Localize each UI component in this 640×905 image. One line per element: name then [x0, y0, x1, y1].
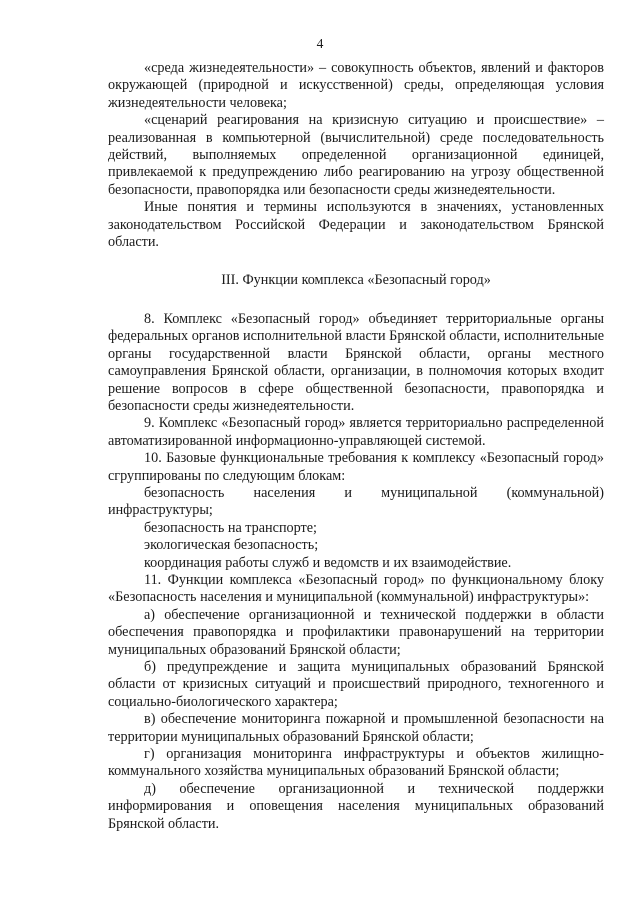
body-paragraph: 8. Комплекс «Безопасный город» объединяет территориальные органы федеральных органов исполнительной власти Брянской области, исполнительные органы государственной власти Брянской области, органы местного самоуправления Брянской области, организации, в полномочия которых входит решение вопросов в сфере общественной безопасности, правопорядка и безопасности среды жизнедеятельности. — [108, 310, 604, 414]
document-body — [108, 60, 604, 833]
page-number: 4 — [316, 36, 324, 51]
section-title: III. Функции комплекса «Безопасный город» — [221, 272, 491, 289]
list-item: д) обеспечение организационной и технической поддержки информирования и оповещения населения муниципальных образований Брянской области. — [108, 780, 604, 832]
definition-paragraph: «сценарий реагирования на кризисную ситуацию и происшествие» – реализованная в компьютерной (вычислительной) среде последовательность действий, выполняемых определенной организационной единицей, привлекаемой к предупреждению либо реагированию на угрозу общественной безопасности, правопорядка или безопасности среды жизнедеятельности. — [108, 112, 604, 198]
list-item: г) организация мониторинга инфраструктуры и объектов жилищно-коммунального хозяйства муниципальных образований Брянской области; — [108, 746, 604, 780]
list-item: экологическая безопасность; — [144, 537, 319, 554]
list-item: безопасность на транспорте; — [144, 519, 317, 536]
definition-paragraph: «среда жизнедеятельности» – совокупность объектов, явлений и факторов окружающей (природной и искусственной) среды, определяющая условия жизнедеятельности человека; — [108, 60, 604, 111]
list-item: в) обеспечение мониторинга пожарной и промышленной безопасности на территории муниципальных образований Брянской области; — [108, 711, 604, 745]
list-item: б) предупреждение и защита муниципальных образований Брянской области от кризисных ситуаций и происшествий природного, техногенного и социально-биологического характера; — [108, 659, 604, 710]
list-item: безопасность населения и муниципальной (коммунальной) инфраструктуры; — [108, 484, 604, 519]
body-paragraph: 10. Базовые функциональные требования к комплексу «Безопасный город» сгруппированы по следующим блокам: — [108, 450, 604, 484]
list-item: координация работы служб и ведомств и их взаимодействие. — [144, 554, 512, 571]
list-item: а) обеспечение организационной и технической поддержки в области обеспечения правопорядка и профилактики правонарушений на территории муниципальных образований Брянской области; — [108, 606, 604, 658]
definition-paragraph: Иные понятия и термины используются в значениях, установленных законодательством Российской Федерации и законодательством Брянской области. — [108, 199, 604, 251]
body-paragraph: 11. Функции комплекса «Безопасный город» по функциональному блоку «Безопасность населения и муниципальной (коммунальной) инфраструктуры»: — [108, 571, 604, 606]
body-paragraph: 9. Комплекс «Безопасный город» является территориально распределенной автоматизированной информационно-управляющей системой. — [108, 415, 604, 449]
